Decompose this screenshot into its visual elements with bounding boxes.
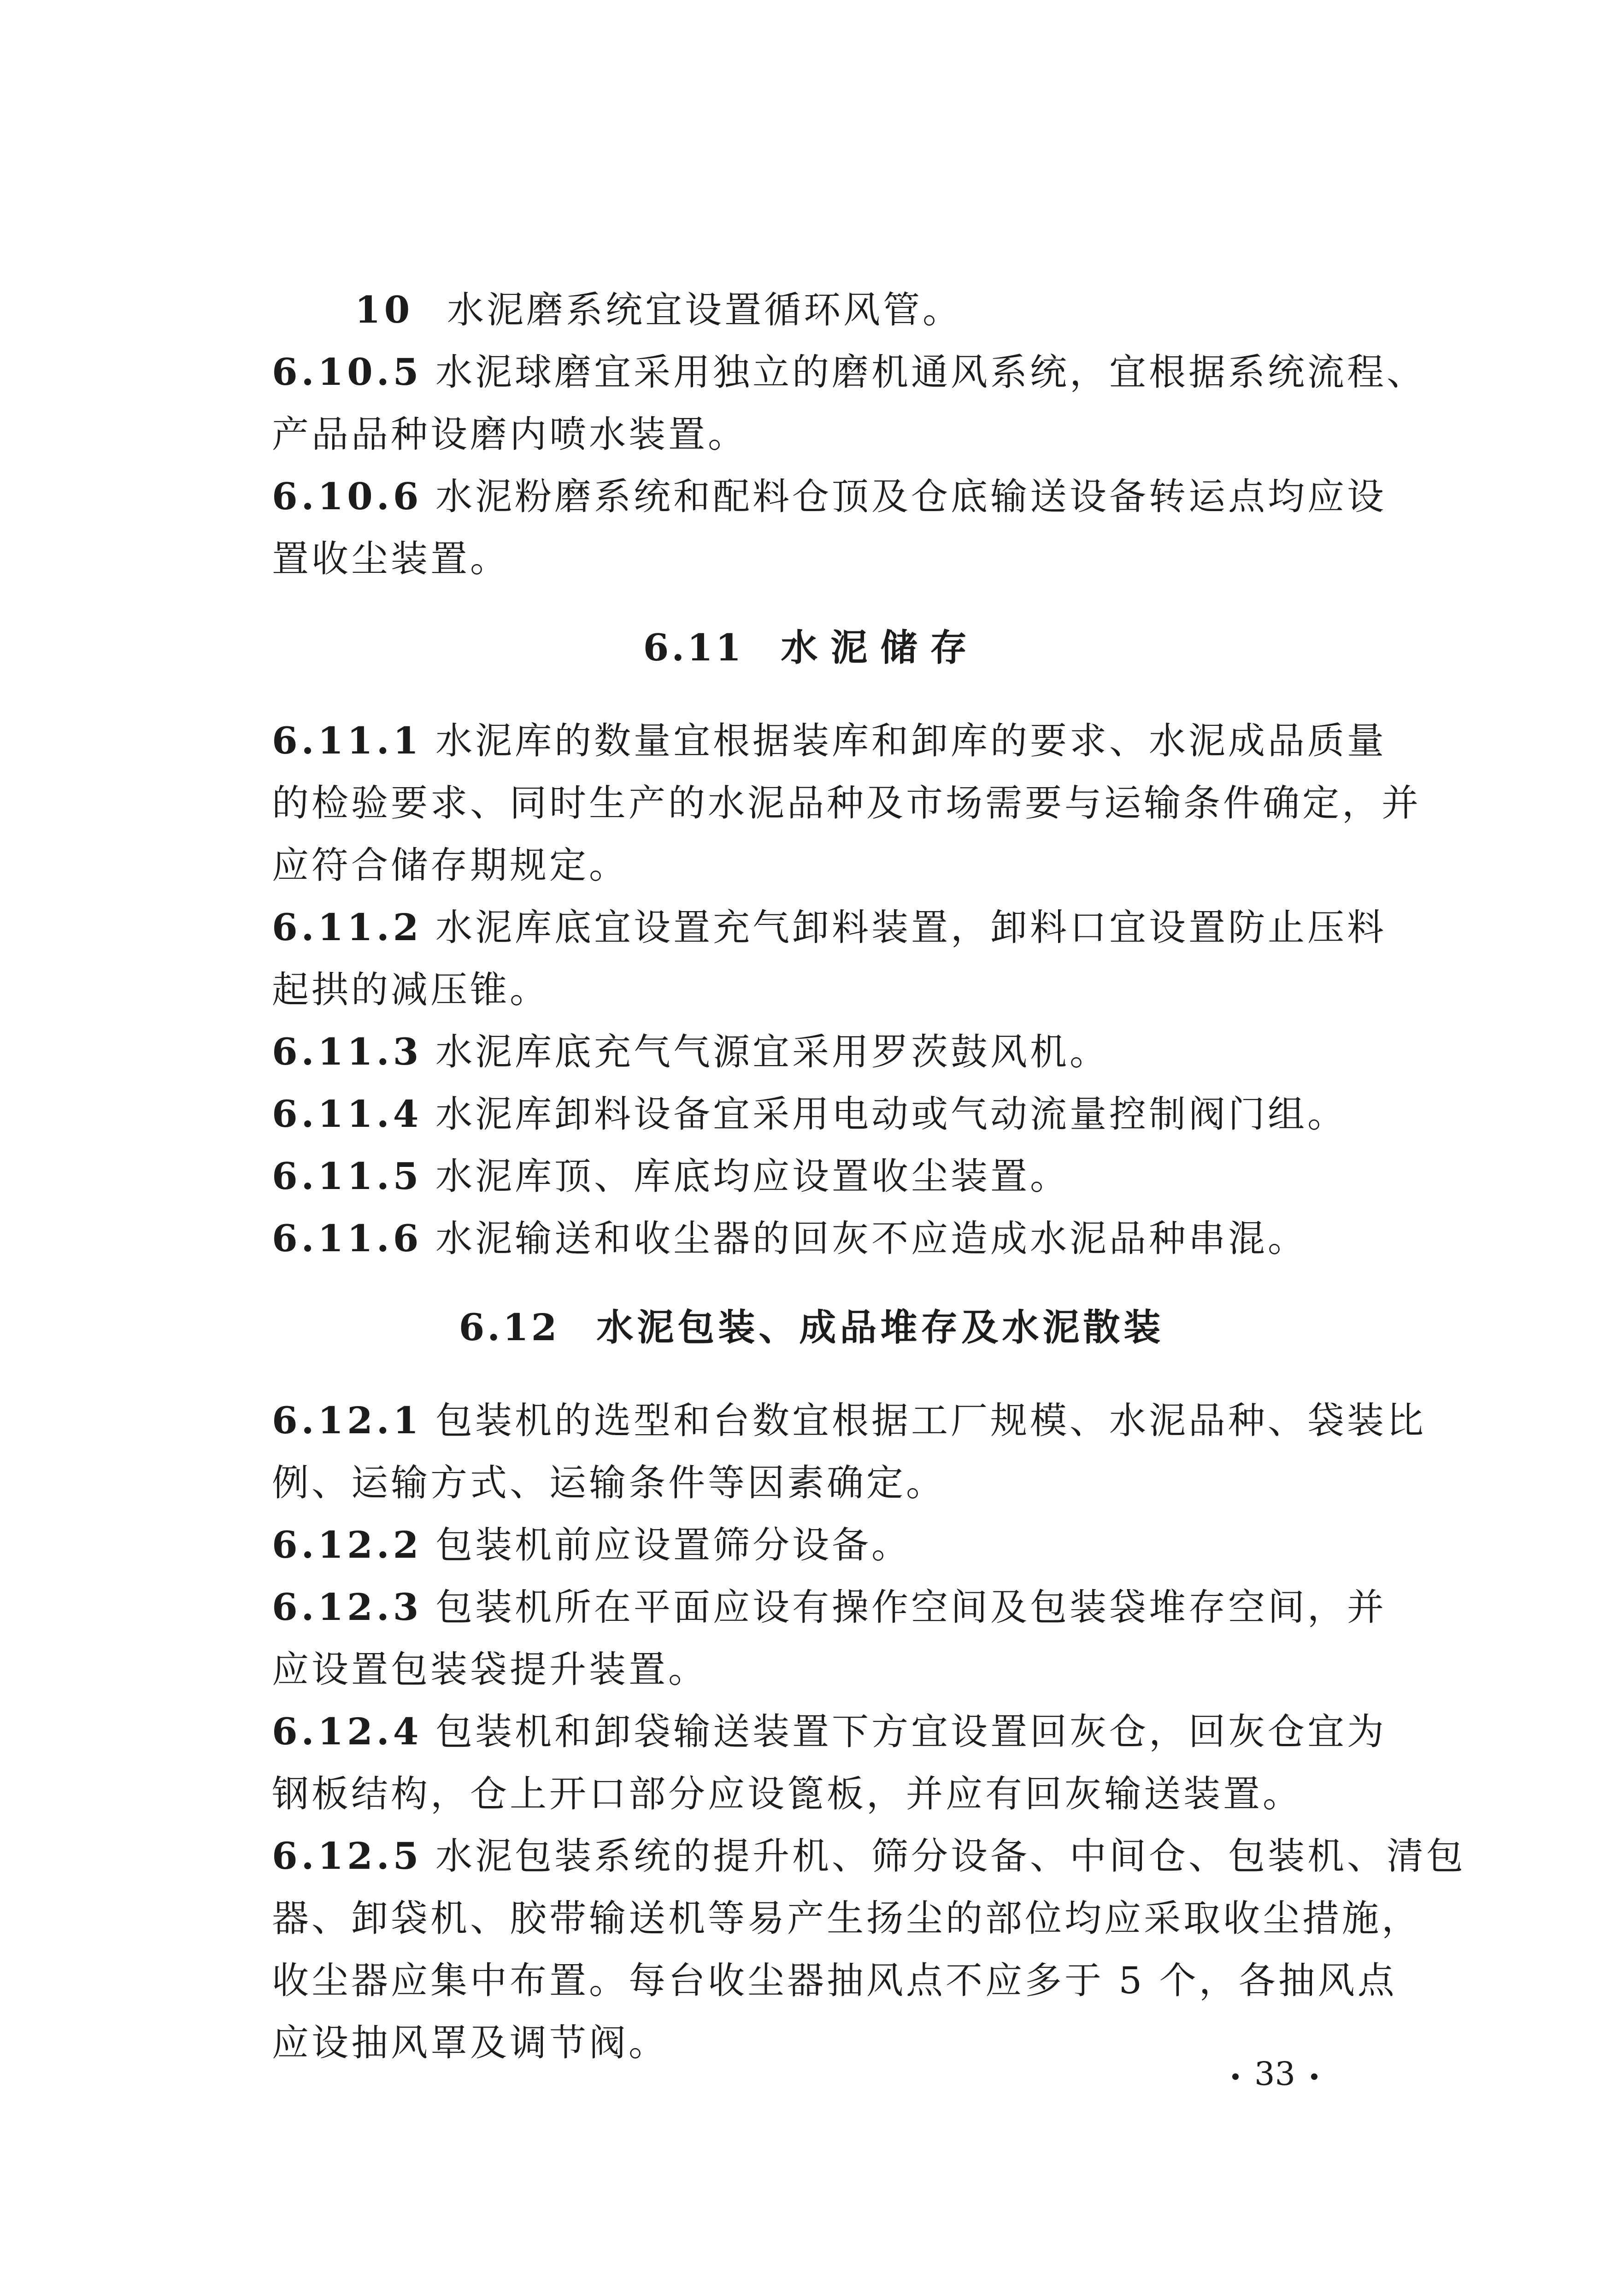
- item-number: 10: [355, 288, 414, 331]
- clause-line: [272, 1578, 1396, 1636]
- clause-number: 6.11.3: [272, 1030, 423, 1073]
- page-number: [1217, 2046, 1333, 2102]
- clause-continuation: 应设置包装袋提升装置。: [272, 1648, 708, 1691]
- section-heading-6-12: [0, 1295, 1623, 1360]
- clause-continuation: 的检验要求、同时生产的水泥品种及市场需要与运输条件确定，并: [272, 782, 1421, 824]
- clause-number: 6.10.5: [272, 350, 423, 394]
- clause-line: [272, 281, 1396, 339]
- section-title: 水泥储存: [781, 626, 980, 669]
- clause-line: [272, 1392, 1426, 1449]
- clause-number: 6.12.1: [272, 1399, 423, 1442]
- clause-text: 水泥球磨宜采用独立的磨机通风系统，宜根据系统流程、: [435, 351, 1426, 394]
- clause-continuation: 收尘器应集中布置。每台收尘器抽风点不应多于 5 个，各抽风点: [272, 1959, 1397, 2002]
- clause-number: 6.12.4: [272, 1710, 423, 1753]
- clause-text: 水泥库底充气气源宜采用罗茨鼓风机。: [435, 1030, 1109, 1073]
- page-number-text: 33: [1254, 2055, 1296, 2093]
- clause-text: 包装机前应设置筛分设备。: [435, 1524, 911, 1566]
- clause-text: 包装机和卸袋输送装置下方宜设置回灰仓，回灰仓宜为: [435, 1710, 1387, 1753]
- clause-text: 包装机的选型和台数宜根据工厂规模、水泥品种、袋装比: [435, 1399, 1426, 1442]
- bullet-dot-icon: [1311, 2073, 1317, 2080]
- clause-number: 6.12.2: [272, 1523, 423, 1566]
- clause-text: 水泥库的数量宜根据装库和卸库的要求、水泥成品质量: [435, 719, 1387, 762]
- clause-continuation: 产品品种设磨内喷水装置。: [272, 413, 747, 456]
- clause-text: 水泥库卸料设备宜采用电动或气动流量控制阀门组。: [435, 1093, 1347, 1136]
- clause-number: 6.12.3: [272, 1585, 423, 1629]
- clause-number: 6.11.2: [272, 906, 423, 949]
- clause-text: 水泥磨系统宜设置循环风管。: [447, 288, 962, 331]
- clause-line: [272, 899, 1396, 956]
- clause-continuation: 应符合储存期规定。: [272, 844, 629, 887]
- clause-text: 水泥输送和收尘器的回灰不应造成水泥品种串混。: [435, 1217, 1307, 1260]
- clause-number: 6.11.6: [272, 1217, 423, 1260]
- clause-line: [272, 712, 1396, 770]
- clause-text: 水泥库底宜设置充气卸料装置，卸料口宜设置防止压料: [435, 906, 1387, 949]
- clause-number: 6.11.1: [272, 719, 423, 762]
- section-heading-6-11: [0, 615, 1623, 680]
- clause-line: [272, 1023, 1396, 1081]
- clause-continuation: 器、卸袋机、胶带输送机等易产生扬尘的部位均应采取收尘措施，: [272, 1897, 1421, 1940]
- clause-line: [272, 1148, 1396, 1205]
- clause-line: [272, 468, 1396, 525]
- section-number: 6.11: [643, 626, 744, 669]
- clause-number: 6.11.4: [272, 1092, 423, 1136]
- clause-line: [272, 1703, 1396, 1760]
- clause-continuation: 应设抽风罩及调节阀。: [272, 2021, 668, 2064]
- bullet-dot-icon: [1232, 2073, 1239, 2080]
- clause-text: 水泥粉磨系统和配料仓顶及仓底输送设备转运点均应设: [435, 475, 1387, 518]
- clause-continuation: 起拱的减压锥。: [272, 968, 549, 1011]
- clause-continuation: 置收尘装置。: [272, 537, 510, 580]
- section-title: 水泥包装、成品堆存及水泥散装: [596, 1306, 1164, 1349]
- clause-line: [272, 343, 1426, 401]
- clause-number: 6.12.5: [272, 1834, 423, 1878]
- clause-continuation: 例、运输方式、运输条件等因素确定。: [272, 1461, 946, 1504]
- clause-text: 水泥库顶、库底均应设置收尘装置。: [435, 1155, 1070, 1198]
- clause-text: 水泥包装系统的提升机、筛分设备、中间仓、包装机、清包: [435, 1835, 1466, 1878]
- clause-line: [272, 1210, 1396, 1267]
- clause-line: [272, 1827, 1466, 1885]
- clause-number: 6.10.6: [272, 475, 423, 518]
- clause-number: 6.11.5: [272, 1154, 423, 1198]
- clause-continuation: 钢板结构，仓上开口部分应设篦板，并应有回灰输送装置。: [272, 1772, 1302, 1815]
- clause-line: [272, 1516, 1396, 1574]
- clause-line: [272, 1085, 1396, 1143]
- clause-text: 包装机所在平面应设有操作空间及包装袋堆存空间，并: [435, 1586, 1387, 1629]
- section-number: 6.12: [459, 1306, 560, 1349]
